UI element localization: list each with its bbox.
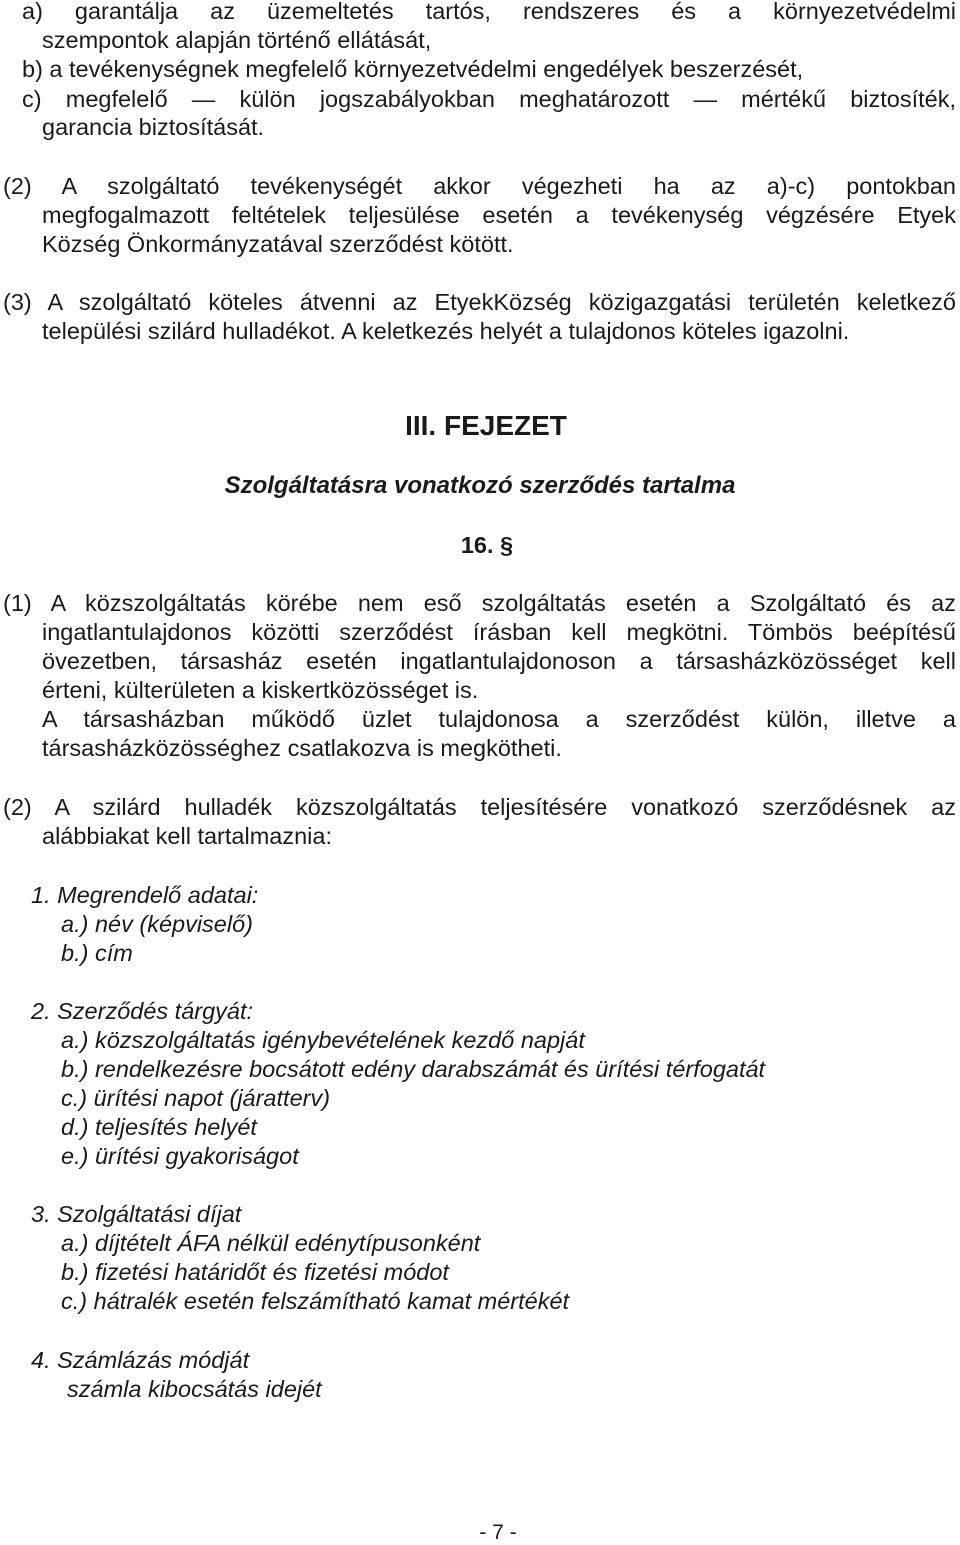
list-subitem: a.) közszolgáltatás igénybevételének kezdő napját bbox=[61, 1027, 585, 1053]
list-item: 4. Számlázás módját bbox=[31, 1347, 250, 1373]
text-line: érteni, külterületen a kiskertközösséget is. bbox=[42, 677, 479, 703]
list-subitem: b.) rendelkezésre bocsátott edény darabszámát és ürítési térfogatát bbox=[61, 1056, 766, 1082]
text-line: (2) A szilárd hulladék közszolgáltatás teljesítésére vonatkozó szerződésnek az bbox=[3, 794, 956, 820]
list-item: 3. Szolgáltatási díjat bbox=[31, 1201, 242, 1227]
list-subitem: c.) ürítési napot (járatterv) bbox=[61, 1085, 331, 1111]
list-item: 2. Szerződés tárgyát: bbox=[31, 998, 254, 1024]
list-subitem: a.) név (képviselő) bbox=[61, 911, 253, 937]
text-line: (2) A szolgáltató tevékenységét akkor végezheti ha az a)-c) pontokban bbox=[3, 173, 956, 199]
chapter-subtitle: Szolgáltatásra vonatkozó szerződés tartalma bbox=[224, 472, 736, 499]
list-subitem: d.) teljesítés helyét bbox=[61, 1114, 257, 1140]
text-line: ingatlantulajdonos közötti szerződést írásban kell megkötni. Tömbös beépítésű bbox=[42, 619, 956, 645]
list-subitem: b.) cím bbox=[61, 940, 133, 966]
text-line: szempontok alapján történő ellátását, bbox=[42, 27, 432, 53]
text-line: övezetben, társasház esetén ingatlantulajdonoson a társasházközösséget kell bbox=[42, 648, 956, 674]
page-number: - 7 - bbox=[479, 1521, 517, 1544]
text-line: garancia biztosítását. bbox=[42, 114, 265, 140]
section-number: 16. § bbox=[460, 532, 514, 558]
list-subitem: c.) hátralék esetén felszámítható kamat mértékét bbox=[61, 1288, 570, 1314]
text-line: A társasházban működő üzlet tulajdonosa a szerződést külön, illetve a bbox=[42, 706, 956, 732]
text-line: b) a tevékenységnek megfelelő környezetvédelmi engedélyek beszerzését, bbox=[22, 56, 804, 82]
text-line: c) megfelelő — külön jogszabályokban meghatározott — mértékű biztosíték, bbox=[22, 86, 956, 112]
text-line: a) garantálja az üzemeltetés tartós, rendszeres és a környezetvédelmi bbox=[22, 0, 956, 24]
text-line: megfogalmazott feltételek teljesülése esetén a tevékenység végzésére Etyek bbox=[42, 202, 956, 228]
text-line: társasházközösséghez csatlakozva is megkötheti. bbox=[42, 735, 562, 761]
chapter-heading: III. FEJEZET bbox=[405, 410, 567, 441]
text-line: (1) A közszolgáltatás körébe nem eső szolgáltatás esetén a Szolgáltató és az bbox=[3, 590, 956, 616]
list-subitem: a.) díjtételt ÁFA nélkül edénytípusonként bbox=[61, 1230, 481, 1256]
text-line: (3) A szolgáltató köteles átvenni az EtyekKözség közigazgatási területén keletkező bbox=[3, 289, 956, 315]
list-subitem: számla kibocsátás idejét bbox=[67, 1376, 322, 1402]
text-line: települési szilárd hulladékot. A keletkezés helyét a tulajdonos köteles igazolni. bbox=[42, 318, 850, 344]
text-line: alábbiakat kell tartalmaznia: bbox=[42, 823, 332, 849]
text-line: Község Önkormányzatával szerződést kötött. bbox=[42, 231, 514, 257]
list-subitem: b.) fizetési határidőt és fizetési módot bbox=[61, 1259, 449, 1285]
list-item: 1. Megrendelő adatai: bbox=[31, 882, 259, 908]
list-subitem: e.) ürítési gyakoriságot bbox=[61, 1143, 299, 1169]
